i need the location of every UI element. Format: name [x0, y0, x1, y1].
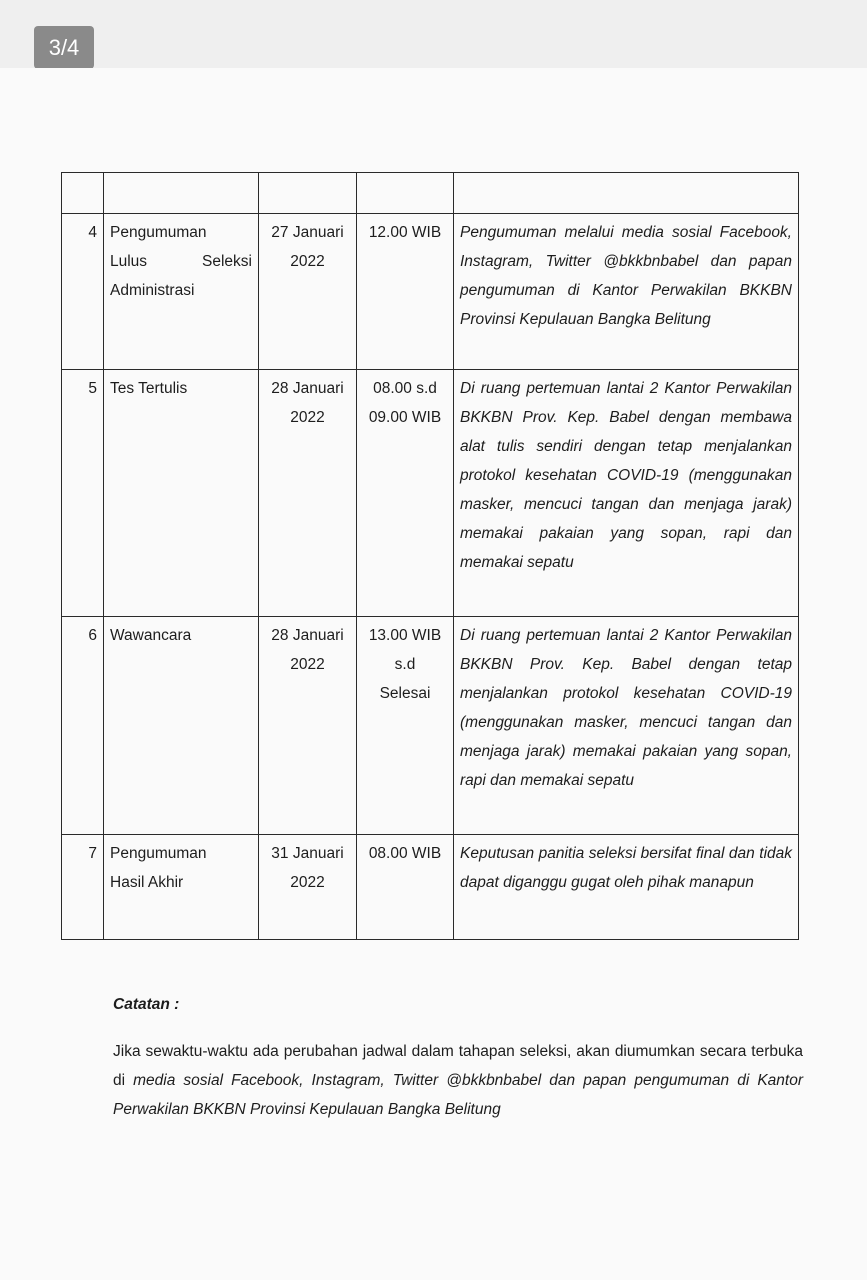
header-cell: [454, 173, 799, 214]
kegiatan-cell: [104, 370, 259, 617]
row-number: 5: [62, 370, 104, 617]
waktu-line: 12.00 WIB: [368, 224, 442, 241]
kegiatan-cell: [104, 617, 259, 835]
tanggal-line: 2022: [290, 409, 325, 426]
notes-section: [113, 990, 803, 1124]
row-number: 6: [62, 617, 104, 835]
table-row: [62, 370, 799, 617]
keterangan-cell: Di ruang pertemuan lantai 2 Kantor Perwakilan BKKBN Prov. Kep. Babel dengan tetap menjalankan protokol kesehatan COVID-19 (menggunakan masker, mencuci tangan dan menjaga jarak) memakai pakaian yang sopan, rapi dan memakai sepatu: [454, 617, 799, 835]
waktu-line: 09.00 WIB: [368, 409, 442, 426]
notes-body: [113, 1037, 803, 1124]
waktu-cell: [357, 370, 454, 617]
kegiatan-line: Wawancara: [110, 627, 192, 644]
header-cell: [104, 173, 259, 214]
keterangan-cell: Keputusan panitia seleksi bersifat final dan tidak dapat diganggu gugat oleh pihak manapun: [454, 835, 799, 940]
tanggal-cell: [259, 370, 357, 617]
waktu-line: s.d: [394, 656, 416, 673]
tanggal-line: 28 Januari: [271, 627, 344, 644]
page-counter-badge: 3/4: [34, 26, 94, 69]
tanggal-line: 2022: [290, 874, 325, 891]
tanggal-cell: [259, 214, 357, 370]
tanggal-line: 31 Januari: [271, 845, 344, 862]
kegiatan-line: Administrasi: [110, 282, 195, 299]
waktu-line: Selesai: [379, 685, 431, 702]
tanggal-line: 2022: [290, 656, 325, 673]
notes-body-italic: media sosial Facebook, Instagram, Twitter @bkkbnbabel dan papan pengumuman di Kantor Perwakilan BKKBN Provinsi Kepulauan Bangka Belitung: [113, 1072, 803, 1118]
waktu-cell: [357, 835, 454, 940]
tanggal-line: 27 Januari: [271, 224, 344, 241]
header-cell: [357, 173, 454, 214]
kegiatan-cell: [104, 214, 259, 370]
kegiatan-line: Pengumuman: [110, 224, 207, 241]
table-row: [62, 617, 799, 835]
notes-title: Catatan :: [113, 996, 180, 1013]
kegiatan-line: Tes Tertulis: [110, 380, 188, 397]
viewer-top-bar: [0, 0, 867, 68]
waktu-cell: [357, 617, 454, 835]
kegiatan-line: Hasil Akhir: [110, 874, 184, 891]
schedule-table: [61, 172, 799, 940]
tanggal-cell: [259, 617, 357, 835]
waktu-cell: [357, 214, 454, 370]
header-cell: [259, 173, 357, 214]
tanggal-cell: [259, 835, 357, 940]
kegiatan-cell: [104, 835, 259, 940]
tanggal-line: 28 Januari: [271, 380, 344, 397]
waktu-line: 08.00 WIB: [368, 845, 442, 862]
waktu-line: 08.00 s.d: [373, 380, 437, 397]
keterangan-cell: Di ruang pertemuan lantai 2 Kantor Perwakilan BKKBN Prov. Kep. Babel dengan membawa alat tulis sendiri dengan tetap menjalankan protokol kesehatan COVID-19 (menggunakan masker, mencuci tangan dan menjaga jarak) memakai pakaian yang sopan, rapi dan memakai sepatu: [454, 370, 799, 617]
row-number: 7: [62, 835, 104, 940]
header-cell: [62, 173, 104, 214]
kegiatan-line: Lulus Seleksi: [110, 253, 252, 270]
kegiatan-line: Pengumuman: [110, 845, 207, 862]
tanggal-line: 2022: [290, 253, 325, 270]
notes-body-text: Jika sewaktu-waktu ada perubahan jadwal dalam tahapan seleksi, akan diumumkan secara terbuka di: [113, 1043, 803, 1089]
table-header-row: [62, 173, 799, 214]
row-number: 4: [62, 214, 104, 370]
table-row: [62, 214, 799, 370]
waktu-line: 13.00 WIB: [368, 627, 442, 644]
table-row: [62, 835, 799, 940]
keterangan-cell: Pengumuman melalui media sosial Facebook, Instagram, Twitter @bkkbnbabel dan papan pengumuman di Kantor Perwakilan BKKBN Provinsi Kepulauan Bangka Belitung: [454, 214, 799, 370]
